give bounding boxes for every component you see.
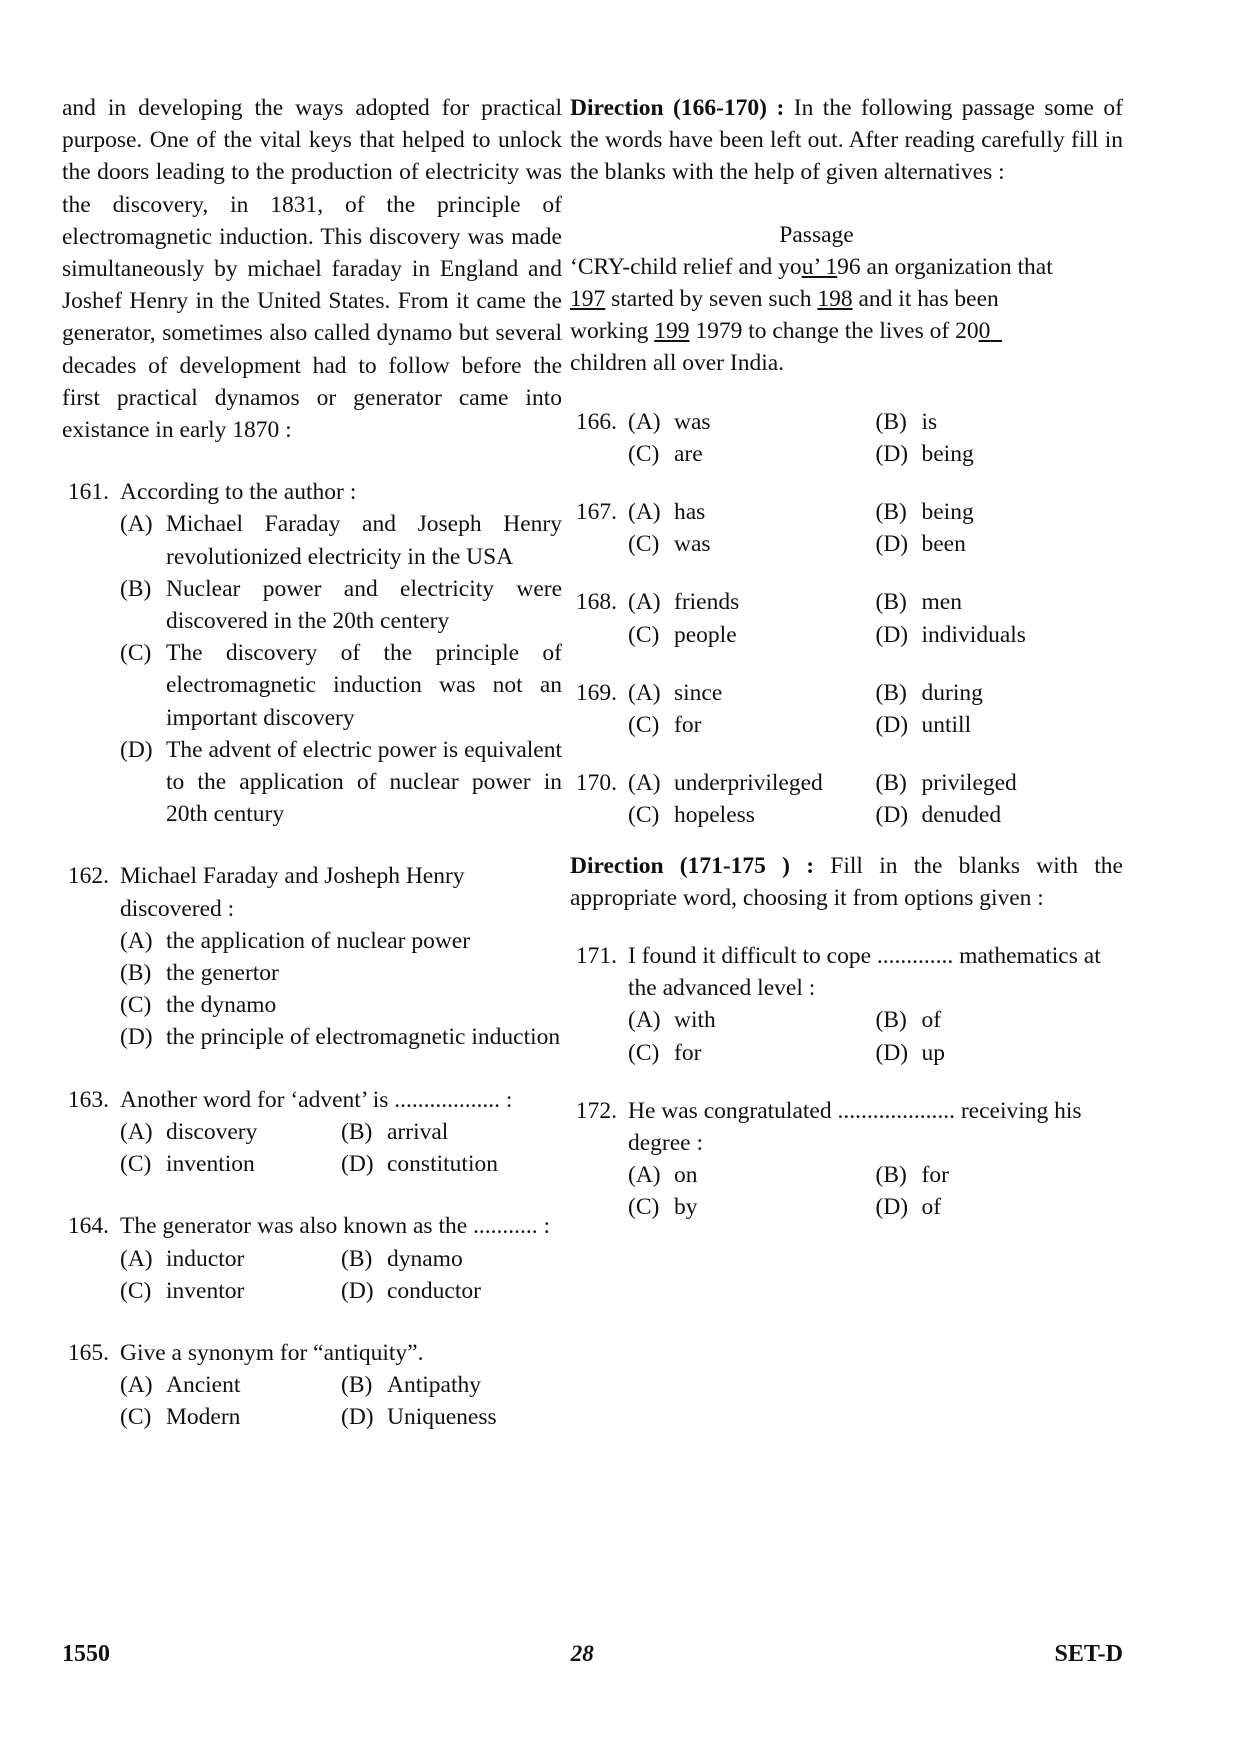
option-label: (B) [875, 1007, 907, 1034]
direction-text [570, 92, 1123, 189]
question-163 [62, 1084, 562, 1181]
passage-line-4: children all over India. [570, 350, 785, 377]
option-label: (D) [875, 531, 909, 558]
question-body [628, 496, 1123, 560]
passage-text: ‘CRY-child relief and yo [570, 253, 802, 280]
passage-text: started by seven such [605, 286, 818, 313]
option-list [120, 1369, 562, 1433]
left-column [62, 92, 570, 1434]
question-body [120, 860, 562, 1053]
option-c[interactable] [628, 1191, 876, 1223]
question-body [628, 1095, 1123, 1224]
option-a[interactable] [628, 1159, 876, 1191]
option-text: The discovery of the principle of electromagnetic induction was not an important discovery [166, 640, 562, 731]
option-d[interactable] [876, 709, 1124, 741]
option-label: (D) [341, 1404, 374, 1431]
option-b[interactable] [876, 496, 1124, 528]
option-text: of [921, 1194, 942, 1221]
question-stem: The generator was also known as the ........... : [120, 1213, 551, 1240]
option-text: been [921, 531, 966, 558]
right-column [570, 92, 1123, 1224]
option-label: (C) [120, 1277, 152, 1304]
option-label: (C) [628, 621, 660, 648]
question-number: 169. [575, 679, 617, 706]
section-spacer [570, 832, 1123, 850]
option-label: (D) [875, 1039, 909, 1066]
option-list [120, 508, 562, 830]
option-label: (A) [628, 499, 661, 526]
question-body [628, 677, 1123, 741]
option-label: (C) [628, 1194, 660, 1221]
option-text: Ancient [166, 1372, 241, 1399]
option-text: during [921, 679, 983, 706]
option-text: men [921, 589, 962, 616]
option-label: (B) [341, 1372, 373, 1399]
question-body [120, 1210, 562, 1307]
option-list [628, 767, 1123, 831]
question-171 [570, 940, 1123, 1069]
direction-detail: Fill in the blanks with the appropriate word, choosing it from options given : [570, 852, 1123, 911]
passage-blank-199: 199 [654, 318, 690, 345]
question-number: 168. [575, 589, 617, 616]
option-label: (A) [628, 1162, 661, 1189]
set-label: SET-D [1054, 1641, 1123, 1667]
question-body [120, 1084, 562, 1181]
option-text: since [674, 679, 723, 706]
direction-166-170 [570, 92, 1123, 189]
option-d[interactable] [876, 799, 1124, 831]
option-c[interactable] [120, 1275, 341, 1307]
direction-text [570, 850, 1123, 914]
option-text: are [674, 440, 703, 467]
option-label: (D) [120, 1024, 153, 1051]
question-168 [570, 586, 1123, 650]
option-label: (A) [120, 1118, 153, 1145]
option-label: (A) [628, 1007, 661, 1034]
passage-line-1 [570, 251, 1123, 283]
option-label: (D) [341, 1151, 374, 1178]
direction-detail: In the following passage some of the words have been left out. After reading carefully fill in the blanks with the help of given alternatives : [570, 95, 1124, 186]
option-a[interactable] [628, 496, 876, 528]
question-body [628, 586, 1123, 650]
option-label: (C) [628, 802, 660, 829]
option-c[interactable] [120, 637, 562, 734]
option-text: inductor [166, 1245, 245, 1272]
question-number: 161. [67, 479, 109, 506]
option-label: (C) [120, 1151, 152, 1178]
option-label: (C) [120, 640, 152, 667]
option-label: (A) [628, 679, 661, 706]
question-164 [62, 1210, 562, 1307]
option-label: (B) [875, 679, 907, 706]
option-label: (B) [120, 575, 152, 602]
option-label: (D) [875, 802, 909, 829]
option-text: the principle of electromagnetic induction [166, 1024, 561, 1051]
option-text: being [921, 440, 974, 467]
option-d[interactable] [120, 734, 562, 831]
option-d[interactable] [876, 1037, 1124, 1069]
passage-text: working [570, 318, 655, 345]
option-b[interactable] [120, 957, 562, 989]
option-label: (B) [875, 770, 907, 797]
option-b[interactable] [876, 1004, 1124, 1036]
option-c[interactable] [628, 1037, 876, 1069]
option-text: Nuclear power and electricity were discovered in the 20th centery [166, 575, 562, 635]
option-text: The advent of electric power is equivalent to the application of nuclear power in 20th century [166, 736, 562, 828]
option-b[interactable] [876, 1159, 1124, 1191]
option-text: Michael Faraday and Joseph Henry revolutionized electricity in the USA [166, 511, 562, 570]
option-d[interactable] [876, 1191, 1124, 1223]
option-b[interactable] [876, 406, 1124, 438]
option-label: (B) [341, 1118, 373, 1145]
direction-lead: Direction (166-170) : [570, 95, 785, 121]
direction-body [570, 92, 1123, 189]
option-c[interactable] [120, 1401, 341, 1433]
option-d[interactable] [341, 1148, 562, 1180]
option-text: Modern [166, 1404, 241, 1431]
question-stem: Another word for ‘advent’ is .................. : [120, 1086, 513, 1113]
option-label: (B) [875, 589, 907, 616]
option-label: (B) [875, 1162, 907, 1189]
page-footer [62, 1641, 1123, 1668]
option-text: conductor [387, 1277, 481, 1304]
option-text: invention [166, 1151, 255, 1178]
option-c[interactable] [628, 528, 876, 560]
option-text: the dynamo [166, 992, 277, 1019]
option-a[interactable] [628, 677, 876, 709]
option-text: for [921, 1162, 949, 1189]
option-label: (D) [120, 736, 153, 763]
option-d[interactable] [876, 619, 1124, 651]
option-c[interactable] [120, 989, 562, 1021]
option-label: (A) [628, 589, 661, 616]
question-stem: Michael Faraday and Josheph Henry discovered : [120, 863, 465, 922]
option-label: (B) [120, 960, 152, 987]
option-a[interactable] [628, 767, 876, 799]
option-text: individuals [921, 621, 1026, 648]
option-text: hopeless [674, 802, 755, 829]
option-c[interactable] [628, 619, 876, 651]
question-number: 171. [575, 943, 617, 970]
option-text: was [674, 408, 711, 435]
option-text: being [921, 499, 974, 526]
option-c[interactable] [628, 709, 876, 741]
option-label: (D) [341, 1277, 374, 1304]
option-a[interactable] [120, 925, 562, 957]
option-list [628, 1004, 1123, 1068]
question-165 [62, 1337, 562, 1434]
passage-line-2 [570, 283, 1123, 315]
option-text: constitution [387, 1151, 498, 1178]
question-body [120, 1337, 562, 1434]
option-d[interactable] [876, 438, 1124, 470]
option-text: with [674, 1007, 716, 1034]
question-172 [570, 1095, 1123, 1224]
option-text: the application of nuclear power [166, 927, 471, 954]
option-text: people [674, 621, 737, 648]
passage-blank-200: 0 [978, 318, 991, 345]
option-text: underprivileged [674, 770, 823, 797]
question-body [628, 940, 1123, 1069]
passage-blank-198: 198 [817, 286, 853, 313]
option-label: (A) [120, 511, 153, 538]
option-label: (B) [341, 1245, 373, 1272]
option-text: for [674, 712, 702, 739]
option-text: has [674, 499, 706, 526]
option-d[interactable] [341, 1401, 562, 1433]
question-162 [62, 860, 562, 1053]
passage-blank-196: u’ 1 [801, 253, 838, 280]
option-text: on [674, 1162, 698, 1189]
question-body [628, 767, 1123, 831]
option-label: (D) [875, 1194, 909, 1221]
direction-171-175 [570, 850, 1123, 914]
passage-blank-197: 197 [570, 286, 606, 313]
question-number: 162. [67, 863, 109, 890]
passage-text: 1979 to change the lives of 20 [689, 318, 979, 345]
option-d[interactable] [876, 528, 1124, 560]
option-label: (D) [875, 712, 909, 739]
option-label: (C) [120, 992, 152, 1019]
option-label: (C) [628, 1039, 660, 1066]
option-list [120, 925, 562, 1054]
question-stem: Give a synonym for “antiquity”. [120, 1339, 424, 1366]
option-list [628, 496, 1123, 560]
paper-code: 1550 [62, 1641, 110, 1667]
option-d[interactable] [341, 1275, 562, 1307]
option-text: is [921, 408, 938, 435]
option-text: arrival [387, 1118, 449, 1145]
two-column-layout [62, 92, 1123, 1434]
option-b[interactable] [876, 586, 1124, 618]
option-list [628, 586, 1123, 650]
option-text: untill [921, 712, 972, 739]
option-label: (C) [628, 531, 660, 558]
option-label: (A) [120, 927, 153, 954]
option-text: the genertor [166, 960, 279, 987]
option-text: by [674, 1194, 698, 1221]
option-a[interactable] [120, 1243, 341, 1275]
option-a[interactable] [628, 1004, 876, 1036]
question-number: 164. [67, 1213, 109, 1240]
option-c[interactable] [120, 1148, 341, 1180]
option-a[interactable] [120, 508, 562, 572]
question-169 [570, 677, 1123, 741]
option-list [628, 406, 1123, 470]
option-label: (A) [628, 408, 661, 435]
option-text: for [674, 1039, 702, 1066]
option-c[interactable] [628, 438, 876, 470]
direction-body [570, 850, 1123, 914]
option-b[interactable] [120, 573, 562, 637]
option-label: (D) [875, 621, 909, 648]
question-166 [570, 406, 1123, 470]
question-stem: He was congratulated .................... receiving his degree : [628, 1097, 1082, 1157]
option-list [628, 1159, 1123, 1223]
option-text: dynamo [387, 1245, 463, 1272]
option-b[interactable] [341, 1369, 562, 1401]
option-a[interactable] [628, 406, 876, 438]
option-label: (A) [120, 1245, 153, 1272]
option-d[interactable] [120, 1021, 562, 1053]
option-label: (D) [875, 440, 909, 467]
option-label: (B) [875, 408, 907, 435]
option-text: of [921, 1007, 942, 1034]
option-c[interactable] [628, 799, 876, 831]
option-text: Antipathy [387, 1372, 481, 1399]
option-label: (C) [628, 712, 660, 739]
option-text: inventor [166, 1277, 245, 1304]
option-text: privileged [921, 770, 1017, 797]
question-161 [62, 476, 562, 830]
option-a[interactable] [120, 1369, 341, 1401]
passage-text: 96 an organization that [837, 253, 1053, 280]
option-text: Uniqueness [387, 1404, 497, 1431]
reading-passage-continuation: and in developing the ways adopted for practical purpose. One of the vital keys that helped to unlock the doors leading to the production of electricity was the discovery, in 1831, of the principle of electromagnetic induction. This discovery was made simultaneously by michael faraday in England and Joshef Henry in the United States. From it came the generator, sometimes also called dynamo but several decades of development had to follow before the first practical dynamos or generator came into existance in early 1870 : [62, 95, 562, 444]
passage-text: and it has been [852, 286, 999, 313]
option-list [120, 1243, 562, 1307]
option-text: discovery [166, 1118, 258, 1145]
question-number: 172. [575, 1097, 617, 1124]
question-number: 170. [575, 770, 617, 797]
question-stem: According to the author : [120, 479, 357, 506]
option-list [120, 1116, 562, 1180]
question-stem: I found it difficult to cope ............. mathematics at the advanced level : [628, 943, 1101, 1002]
question-number: 167. [575, 499, 617, 526]
question-170 [570, 767, 1123, 831]
option-list [628, 677, 1123, 741]
option-a[interactable] [120, 1116, 341, 1148]
passage-heading: Passage [779, 221, 854, 248]
option-label: (A) [120, 1372, 153, 1399]
question-number: 163. [67, 1086, 109, 1113]
passage-blank-200-tail [990, 318, 1002, 344]
question-number: 166. [575, 408, 617, 435]
question-167 [570, 496, 1123, 560]
option-text: up [921, 1039, 945, 1066]
option-text: friends [674, 589, 740, 616]
option-text: was [674, 531, 711, 558]
option-label: (A) [628, 770, 661, 797]
option-a[interactable] [628, 586, 876, 618]
question-number: 165. [67, 1339, 109, 1366]
option-b[interactable] [341, 1116, 562, 1148]
page-number: 28 [570, 1641, 594, 1666]
passage-line-3 [570, 315, 1123, 347]
option-label: (C) [628, 440, 660, 467]
option-text: denuded [921, 802, 1002, 829]
question-body [120, 476, 562, 830]
option-label: (C) [120, 1404, 152, 1431]
option-b[interactable] [876, 677, 1124, 709]
direction-lead: Direction (171-175 ) : [570, 852, 815, 879]
option-b[interactable] [341, 1243, 562, 1275]
option-label: (B) [875, 499, 907, 526]
question-body [628, 406, 1123, 470]
option-b[interactable] [876, 767, 1124, 799]
